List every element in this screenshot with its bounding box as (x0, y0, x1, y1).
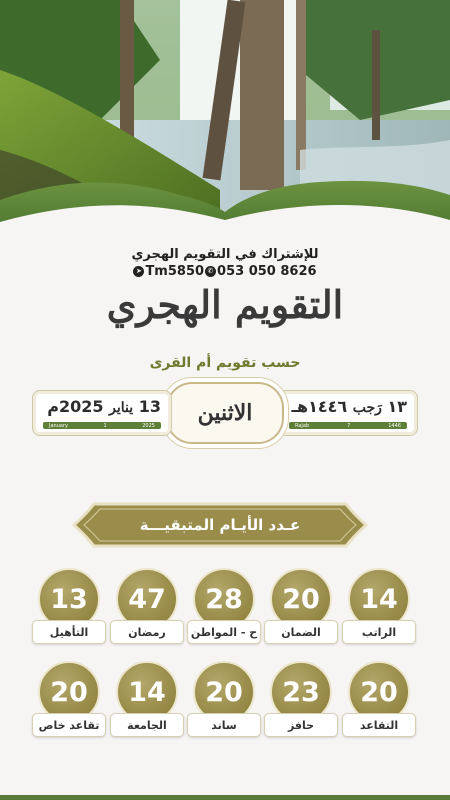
gregorian-date-card (32, 390, 172, 436)
greg-strip-month: January (49, 422, 68, 429)
countdown-label: رمضان (110, 620, 184, 644)
countdown-label: التقاعد (342, 713, 416, 737)
remaining-days-banner (72, 502, 368, 548)
hijri-date-text (289, 397, 407, 416)
whatsapp-number[interactable]: 053 050 8626 (217, 264, 317, 279)
header-photo (0, 0, 450, 255)
countdown-days: 23 (270, 661, 332, 723)
greg-strip (43, 422, 161, 429)
countdown-item[interactable] (32, 568, 106, 644)
greg-strip-day: 1 (103, 422, 107, 429)
bottom-bar (0, 795, 450, 800)
hijri-strip-month: Rajab (295, 422, 310, 429)
greg-month: يناير (109, 400, 134, 416)
hijri-day: ١٣ (387, 397, 407, 416)
subscribe-info (0, 247, 450, 279)
countdown-days: 20 (193, 661, 255, 723)
hijri-month: رَجب (352, 400, 382, 416)
countdown-item[interactable] (32, 661, 106, 737)
countdown-days: 13 (38, 568, 100, 630)
countdown-label: التأهيل (32, 620, 106, 644)
countdown-item[interactable] (264, 568, 338, 644)
countdown-item[interactable] (264, 661, 338, 737)
contact-line (0, 264, 450, 279)
greg-strip-year: 2025 (142, 422, 155, 429)
weekday-badge: الاثنين (166, 382, 284, 444)
hijri-strip-day: 7 (347, 422, 351, 429)
subscribe-text: للإشتراك في التقويم الهجري (131, 247, 319, 262)
remaining-days-title: عـدد الأيـام المتبقيـــة (139, 516, 301, 534)
greg-date-text (43, 397, 161, 416)
telegram-handle[interactable]: Tm5850 (145, 264, 205, 279)
countdown-days: 20 (270, 568, 332, 630)
forest-river-image (0, 0, 450, 255)
countdown-item[interactable] (187, 568, 261, 644)
countdown-label: الضمان (264, 620, 338, 644)
countdown-days: 47 (116, 568, 178, 630)
countdown-label: ح - المواطن (187, 620, 261, 644)
hijri-strip-year: 1446 (388, 422, 401, 429)
countdown-days: 14 (348, 568, 410, 630)
app-subtitle: حسب تقويم أم القرى (149, 355, 301, 371)
app-title-text: التقويم الهجري (106, 282, 344, 327)
countdown-days: 14 (116, 661, 178, 723)
countdown-item[interactable] (110, 661, 184, 737)
whatsapp-icon: ✆ (205, 266, 216, 277)
greg-day: 13 (138, 397, 161, 416)
countdown-item[interactable] (110, 568, 184, 644)
countdown-days: 20 (348, 661, 410, 723)
hijri-year: ١٤٤٦هـ (291, 397, 348, 416)
countdown-label: حافز (264, 713, 338, 737)
countdown-label: تقاعد خاص (32, 713, 106, 737)
countdown-label: الجامعة (110, 713, 184, 737)
countdown-item[interactable] (187, 661, 261, 737)
countdown-days: 28 (193, 568, 255, 630)
telegram-icon: ➤ (133, 266, 144, 277)
greg-year: 2025م (47, 397, 104, 416)
countdown-label: ساند (187, 713, 261, 737)
app-title (0, 282, 450, 327)
hijri-date-card (278, 390, 418, 436)
countdown-days: 20 (38, 661, 100, 723)
countdown-label: الراتب (342, 620, 416, 644)
countdown-item[interactable] (342, 568, 416, 644)
countdown-item[interactable] (342, 661, 416, 737)
hijri-strip (289, 422, 407, 429)
